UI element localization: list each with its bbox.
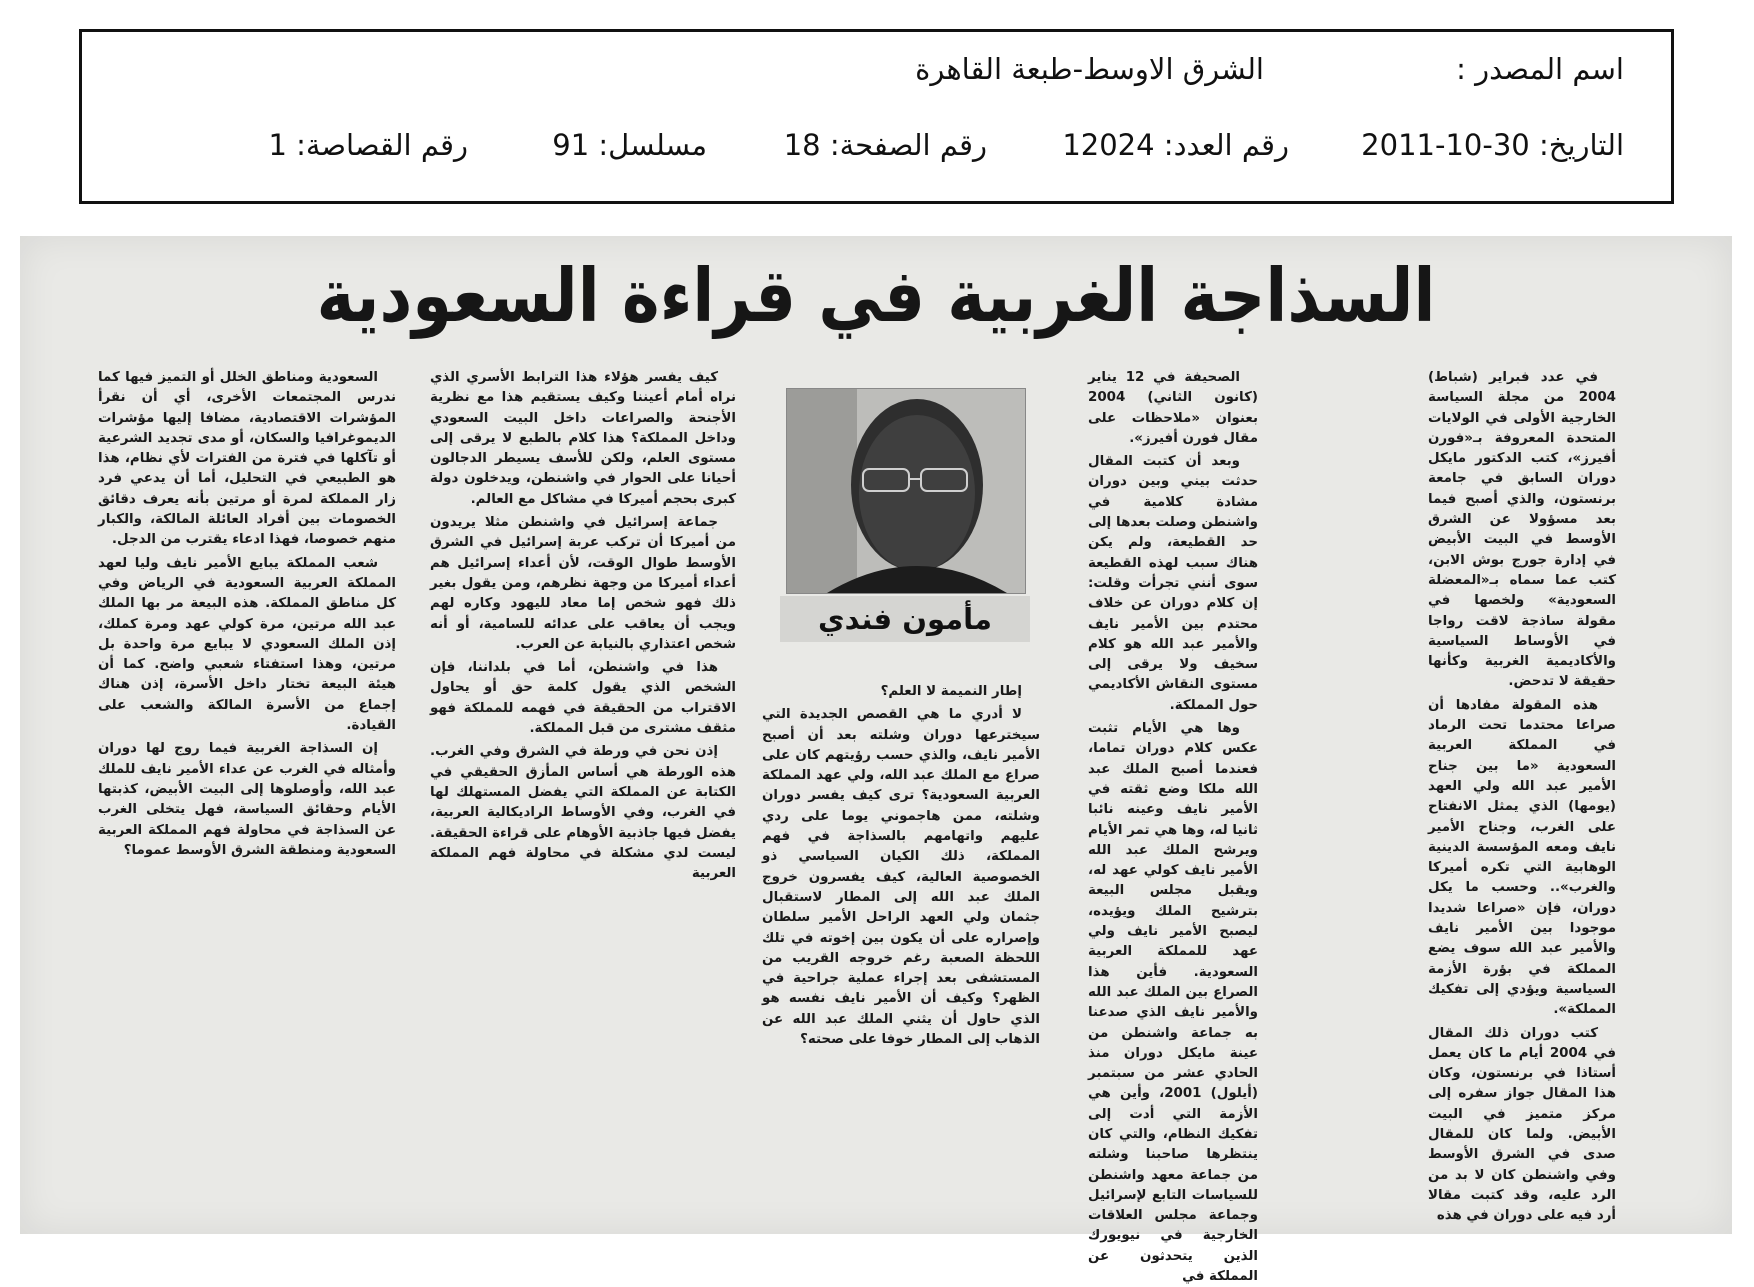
column-paragraph: شعب المملكة يبايع الأمير نايف وليا لعهد المملكة العربية السعودية في الرياض وفي كل مناطق المملكة. هذه البيعة مر بها الملك عبد الله مرتين، مرة كولي عهد ومرة كملك، إذن الملك السعودي لا يبايع مرة واحدة بل مرتين، وهذا استفتاء شعبي واضح. كما أن هيئة البيعة تختار داخل الأسرة، إذن هناك إجماع من الأسرة المالكة والشعب على القيادة. xyxy=(98,555,396,734)
issue-number-field: رقم العدد: 12024 xyxy=(1062,128,1289,162)
column-paragraph: جماعة إسرائيل في واشنطن مثلا يريدون من أميركا أن تركب عربة إسرائيل في الشرق الأوسط طوال الوقت، لأن أعداء إسرائيل هم أعداء أميركا من وجهة نظرهم، ومن يقول بغير ذلك فهو شخص إما معاد لليهود وكاره لهم ويجب أن يعاقب على عدائه للسامية، أو أنه شخص اعتذاري بالنيابة عن العرب. xyxy=(430,515,736,652)
source-label: اسم المصدر : xyxy=(1456,52,1624,86)
column-paragraph: هذا في واشنطن، أما في بلداننا، فإن الشخص الذي يقول كلمة حق أو يحاول الاقتراب من الحقيقة في فهمه للمملكة فهو مثقف مشترى من قبل المملكة. xyxy=(430,660,736,737)
serial-field: مسلسل: 91 xyxy=(552,128,707,162)
article-column-3 xyxy=(762,682,1040,1228)
column-paragraph: كتب دوران ذلك المقال في 2004 أيام ما كان يعمل أستاذا في برنستون، وكان هذا المقال جواز سفره إلى مركز متميز في البيت الأبيض. ولما كان للمقال صدى في الشرق الأوسط وفي واشنطن كان لا بد من الرد عليه، وقد كتبت مقالا أرد فيه على دوران في هذه xyxy=(1428,1025,1616,1224)
source-info-box xyxy=(79,29,1674,204)
author-portrait-image xyxy=(787,389,1025,593)
column-paragraph: إطار النميمة لا العلم؟ xyxy=(880,684,1022,699)
author-byline: مأمون فندي xyxy=(780,596,1030,642)
author-photo xyxy=(786,388,1026,594)
date-field: التاريخ: 30-10-2011 xyxy=(1361,128,1624,162)
article-column-1 xyxy=(1428,368,1616,1228)
article-column-4 xyxy=(430,368,736,1228)
column-paragraph: السعودية ومناطق الخلل أو التميز فيها كما ندرس المجتمعات الأخرى، أي أن نقرأ المؤشرات الاقتصادية، مضافا إليها مؤشرات الديموغرافيا والسكان، أو مدى تجديد الشرعية أو تآكلها في فترة من الفترات لأي نظام، هذا هو الطبيعي في التحليل، أما أن يدعي فرد زار المملكة لمرة أو مرتين بأنه يعرف دقائق الخصومات بين أفراد العائلة المالكة، والكبار منهم خصوصا، فهذا ادعاء يقترب من الدجل. xyxy=(98,370,396,548)
page-number-field: رقم الصفحة: 18 xyxy=(783,128,987,162)
source-value: الشرق الاوسط-طبعة القاهرة xyxy=(915,52,1264,86)
article-column-5 xyxy=(98,368,396,1228)
newspaper-clipping xyxy=(20,236,1732,1285)
column-paragraph: هذه المقولة مفادها أن صراعا محتدما تحت الرماد في المملكة العربية السعودية «ما بين جناح الأمير عبد الله ولي العهد (يومها) الذي يمثل الانفتاح على الغرب، وجناح الأمير نايف ومعه المؤسسة الدينية الوهابية التي تكره أميركا والغرب».. وحسب ما يكل دوران، فإن «صراعا شديدا موجودا بين الأمير نايف والأمير عبد الله سوف يضع المملكة في بؤرة الأزمة السياسية ويؤدي إلى تفكيك المملكة». xyxy=(1428,697,1616,1018)
column-paragraph: الصحيفة في 12 يناير (كانون الثاني) 2004 بعنوان «ملاحظات على مقال فورن أفيرز». xyxy=(1088,370,1258,446)
column-paragraph: في عدد فبراير (شباط) 2004 من مجلة السياسة الخارجية الأولى في الولايات المتحدة المعروفة بـ«فورن أفيرز»، كتب الدكتور مايكل دوران السابق في جامعة برنستون، والذي أصبح فيما بعد مسؤولا عن الشرق الأوسط في البيت الأبيض في إدارة جورج بوش الابن، كتب عما سماه بـ«المعضلة السعودية» ولخصها في مقولة ساذجة لاقت رواجا في الأوساط السياسية والأكاديمية الغربية وكأنها حقيقة لا تدحض. xyxy=(1428,370,1616,690)
column-paragraph: وبعد أن كتبت المقال حدثت بيني وبين دوران مشادة كلامية في واشنطن وصلت بعدها إلى حد القطيعة، ولم يكن هناك سبب لهذه القطيعة سوى أنني تجرأت وقلت: إن كلام دوران عن خلاف محتدم بين الأمير نايف والأمير عبد الله هو كلام سخيف ولا يرقى إلى مستوى النقاش الأكاديمي حول المملكة. xyxy=(1088,454,1258,713)
column-paragraph: وها هي الأيام تثبت عكس كلام دوران تماما، فعندما أصبح الملك عبد الله ملكا وضع ثقته في الأمير نايف وعينه نائبا ثانيا له، وها هي تمر الأيام ويرشح الملك عبد الله الأمير نايف كولي عهد له، ويقبل مجلس البيعة بترشيح الملك ويؤيده، ليصبح الأمير نايف ولي عهد للمملكة العربية السعودية. فأين هذا الصراع بين الملك عبد الله والأمير نايف الذي صدعنا به جماعة واشنطن من عينة مايكل دوران منذ الحادي عشر من سبتمبر (أيلول) 2001، وأين هي الأزمة التي أدت إلى تفكيك النظام، والتي كان ينتظرها صاحبنا وشلته من جماعة معهد واشنطن للسياسات التابع لإسرائيل وجماعة مجلس العلاقات الخارجية في نيويورك الذين يتحدثون عن المملكة في xyxy=(1088,721,1259,1285)
clip-number-field: رقم القصاصة: 1 xyxy=(268,128,468,162)
column-paragraph: إن السذاجة الغربية فيما روج لها دوران وأمثاله في الغرب عن عداء الأمير نايف للملك عبد الله، وأوصلوها إلى البيت الأبيض، كذبتها الأيام وحقائق السياسة، فهل يتخلى الغرب عن السذاجة في محاولة فهم المملكة العربية السعودية ومنطقة الشرق الأوسط عموما؟ xyxy=(98,741,396,858)
column-paragraph: إذن نحن في ورطة في الشرق وفي الغرب. هذه الورطة هي أساس المأزق الحقيقي في الكتابة عن المملكة التي يفضل المستهلك لها في الغرب، وفي الأوساط الراديكالية العربية، يفضل فيها جاذبية الأوهام على قراءة الحقيقة. ليست لدي مشكلة في محاولة فهم المملكة العربية xyxy=(430,744,736,882)
column-paragraph: لا أدري ما هي القصص الجديدة التي سيخترعها دوران وشلته بعد أن أصبح الأمير نايف، والذي حسب رؤيتهم كان على صراع مع الملك عبد الله، ولي عهد المملكة العربية السعودية؟ ترى كيف يفسر دوران وشلته، ممن هاجموني يوما على ردي عليهم واتهامهم بالسذاجة في فهم المملكة، ذلك الكيان السياسي ذو الخصوصية العالية، كيف يفسرون خروج الملك عبد الله إلى المطار لاستقبال جثمان ولي العهد الراحل الأمير سلطان وإصراره على أن يكون بين إخوته في تلك اللحظة الصعبة رغم خروجه القريب من المستشفى بعد إجراء عملية جراحية في الظهر؟ وكيف أن الأمير نايف نفسه هو الذي حاول أن يثني الملك عبد الله عن الذهاب إلى المطار خوفا على صحته؟ xyxy=(762,707,1040,1048)
article-headline: السذاجة الغربية في قراءة السعودية xyxy=(316,254,1436,340)
article-column-2 xyxy=(1088,368,1259,1285)
column-paragraph: كيف يفسر هؤلاء هذا الترابط الأسري الذي نراه أمام أعيننا وكيف يستقيم هذا مع نظرية الأجنحة والصراعات داخل البيت السعودي وداخل المملكة؟ هذا كلام بالطبع لا يرقى إلى مستوى العلم، ولكن للأسف يسيطر الدجالون أحيانا على الحوار في واشنطن، ويدخلون دولة كبرى بحجم أميركا في مشاكل مع العالم. xyxy=(430,370,736,507)
